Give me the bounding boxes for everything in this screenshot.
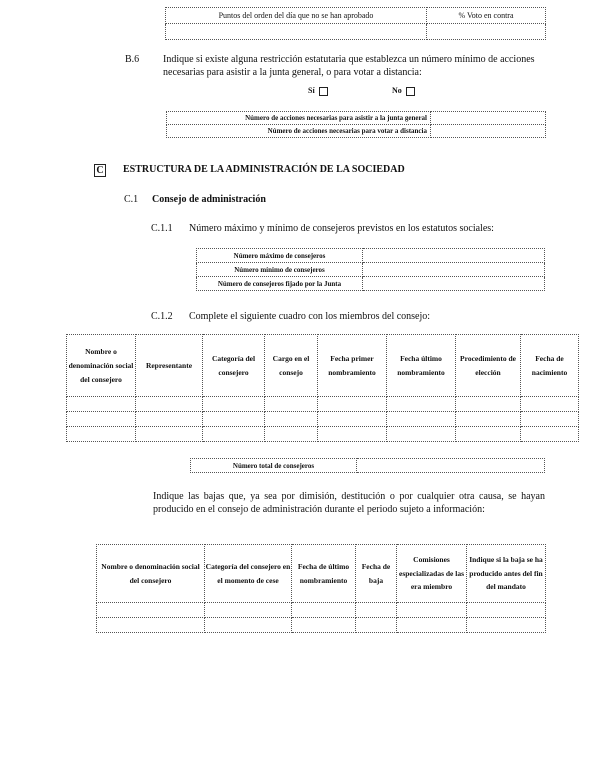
empty-cell[interactable] <box>203 412 265 427</box>
value-cell-asistir[interactable] <box>431 112 546 125</box>
no-checkbox[interactable] <box>406 87 415 96</box>
header-fecha-ultimo: Fecha último nombramiento <box>387 335 456 397</box>
empty-cell[interactable] <box>521 397 579 412</box>
c12-number: C.1.2 <box>151 311 173 322</box>
value-cell-minimo[interactable] <box>363 263 545 277</box>
c11-number: C.1.1 <box>151 223 173 234</box>
empty-cell[interactable] <box>205 618 292 633</box>
b6-text: Indique si existe alguna restricción estatutaria que establezca un número mínimo de acciones necesarias para asistir a la junta general, o para votar a distancia: <box>163 54 535 78</box>
header-baja-comisiones: Comisiones especializadas de las era miembro <box>397 545 467 603</box>
empty-cell[interactable] <box>292 618 356 633</box>
empty-cell[interactable] <box>397 618 467 633</box>
empty-cell[interactable] <box>265 427 318 442</box>
header-baja-categoria: Categoría del consejero en el momento de cese <box>205 545 292 603</box>
empty-cell[interactable] <box>203 397 265 412</box>
empty-cell[interactable] <box>397 603 467 618</box>
header-procedimiento: Procedimiento de elección <box>456 335 521 397</box>
header-nombre: Nombre o denominación social del consejero <box>67 335 136 397</box>
header-cell-voto: % Voto en contra <box>427 8 546 24</box>
row-label-junta: Número de consejeros fijado por la Junta <box>197 277 363 291</box>
c1-number: C.1 <box>124 194 139 205</box>
value-cell-maximo[interactable] <box>363 249 545 263</box>
row-label-asistir: Número de acciones necesarias para asistir a la junta general <box>167 112 431 125</box>
no-label: No <box>392 86 402 95</box>
b6-number: B.6 <box>125 54 140 65</box>
empty-cell[interactable] <box>467 603 546 618</box>
empty-cell[interactable] <box>97 603 205 618</box>
yes-checkbox[interactable] <box>319 87 328 96</box>
empty-cell[interactable] <box>136 412 203 427</box>
top-table <box>165 7 546 40</box>
empty-cell[interactable] <box>456 412 521 427</box>
empty-cell[interactable] <box>387 427 456 442</box>
section-c-box <box>94 164 106 177</box>
c11-text: Número máximo y mínimo de consejeros previstos en los estatutos sociales: <box>189 223 494 234</box>
empty-cell[interactable] <box>387 397 456 412</box>
header-cargo: Cargo en el consejo <box>265 335 318 397</box>
empty-cell[interactable] <box>265 397 318 412</box>
empty-cell[interactable] <box>467 618 546 633</box>
c12-members-table <box>66 334 579 442</box>
total-label: Número total de consejeros <box>191 459 357 473</box>
header-fecha-primer: Fecha primer nombramiento <box>318 335 387 397</box>
header-representante: Representante <box>136 335 203 397</box>
empty-cell[interactable] <box>456 397 521 412</box>
section-c-title: ESTRUCTURA DE LA ADMINISTRACIÓN DE LA SOCIEDAD <box>123 164 405 175</box>
empty-cell[interactable] <box>318 412 387 427</box>
row-label-minimo: Número mínimo de consejeros <box>197 263 363 277</box>
c1-title: Consejo de administración <box>152 194 266 205</box>
table-row <box>67 412 579 427</box>
empty-cell[interactable] <box>521 427 579 442</box>
c11-table <box>196 248 545 291</box>
empty-cell[interactable] <box>356 603 397 618</box>
empty-cell[interactable] <box>265 412 318 427</box>
row-label-maximo: Número máximo de consejeros <box>197 249 363 263</box>
empty-cell[interactable] <box>97 618 205 633</box>
empty-cell[interactable] <box>387 412 456 427</box>
value-cell-votar[interactable] <box>431 125 546 138</box>
value-cell-junta[interactable] <box>363 277 545 291</box>
empty-cell[interactable] <box>67 427 136 442</box>
b6-table <box>166 111 546 138</box>
yes-label: Sí <box>308 86 315 95</box>
total-table <box>190 458 545 473</box>
total-value-cell[interactable] <box>357 459 545 473</box>
empty-cell[interactable] <box>356 618 397 633</box>
empty-cell[interactable] <box>318 427 387 442</box>
empty-cell[interactable] <box>67 397 136 412</box>
yes-option[interactable] <box>308 86 328 96</box>
section-c-letter: C <box>96 165 104 176</box>
header-cell-puntos: Puntos del orden del día que no se han aprobado <box>166 8 427 24</box>
empty-cell[interactable] <box>166 24 427 40</box>
empty-cell[interactable] <box>318 397 387 412</box>
empty-cell[interactable] <box>427 24 546 40</box>
table-row <box>97 618 546 633</box>
header-baja-antes-fin: Indique si la baja se ha producido antes del fin del mandato <box>467 545 546 603</box>
row-label-votar: Número de acciones necesarias para votar a distancia <box>167 125 431 138</box>
empty-cell[interactable] <box>292 603 356 618</box>
empty-cell[interactable] <box>67 412 136 427</box>
header-baja-fecha-ultimo: Fecha de último nombramiento <box>292 545 356 603</box>
header-baja-fecha-baja: Fecha de baja <box>356 545 397 603</box>
empty-cell[interactable] <box>521 412 579 427</box>
header-fecha-nacimiento: Fecha de nacimiento <box>521 335 579 397</box>
header-baja-nombre: Nombre o denominación social del consejero <box>97 545 205 603</box>
no-option[interactable] <box>392 86 415 96</box>
table-row <box>67 427 579 442</box>
empty-cell[interactable] <box>136 427 203 442</box>
bajas-table <box>96 544 546 633</box>
empty-cell[interactable] <box>205 603 292 618</box>
empty-cell[interactable] <box>136 397 203 412</box>
table-row <box>97 603 546 618</box>
empty-cell[interactable] <box>203 427 265 442</box>
c12-text: Complete el siguiente cuadro con los miembros del consejo: <box>189 311 431 322</box>
empty-cell[interactable] <box>456 427 521 442</box>
header-categoria: Categoría del consejero <box>203 335 265 397</box>
bajas-text: Indique las bajas que, ya sea por dimisión, destitución o por cualquier otra causa, se hayan producido en el consejo de administración durante el periodo sujeto a información: <box>153 491 545 515</box>
table-row <box>67 397 579 412</box>
